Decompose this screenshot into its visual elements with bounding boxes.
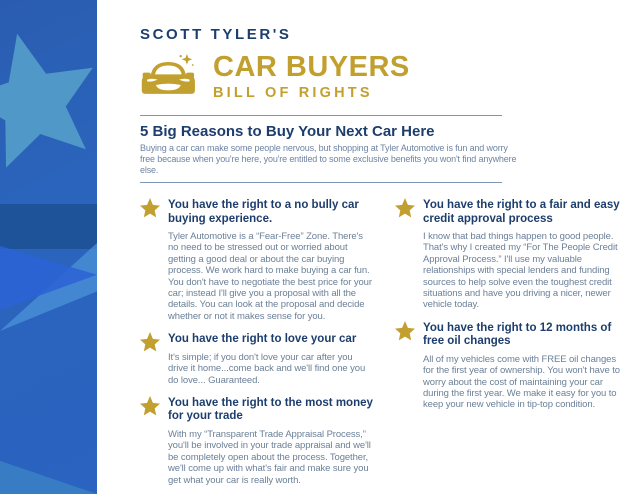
reason-text bbox=[168, 397, 373, 486]
logo bbox=[140, 52, 630, 102]
intro-section bbox=[140, 123, 630, 176]
logo-text bbox=[213, 53, 410, 101]
reason-heading: You have the right to the most money for your trade bbox=[168, 396, 373, 423]
reasons-column-right bbox=[395, 199, 628, 497]
star-icon bbox=[395, 321, 415, 341]
sidebar-dark-band bbox=[0, 204, 97, 249]
reason-heading: You have the right to a no bully car buying experience. bbox=[168, 199, 359, 225]
star-icon bbox=[140, 198, 160, 218]
reasons-column-left bbox=[140, 199, 373, 497]
reason-heading: You have the right to a fair and easy credit approval process bbox=[423, 199, 620, 225]
reason-item-2 bbox=[140, 333, 373, 386]
reason-body: All of my vehicles come with FREE oil changes for the first year of ownership. You won't have to worry about the cost of maintaining your car during the first year. We make it easy for you to keep your new vehicle in tip-top condition. bbox=[423, 353, 620, 411]
sidebar-corner-shape bbox=[0, 448, 97, 494]
intro-title: 5 Big Reasons to Buy Your Next Car Here bbox=[140, 123, 435, 140]
reason-item-1 bbox=[140, 199, 373, 322]
divider-top bbox=[140, 115, 502, 116]
logo-title: CAR BUYERS bbox=[213, 51, 410, 83]
reason-heading: You have the right to 12 months of free oil changes bbox=[423, 321, 612, 348]
reason-item-4 bbox=[395, 199, 628, 311]
reason-body: I know that bad things happen to good people. That's why I created my “For The People Credit Approval Process.” I'll use my valuable relationships with special lenders and funding sources to help solve even the toughest credit situations and have you driving a nicer, newer vehicle today. bbox=[423, 231, 618, 311]
reason-body: With my “Transparent Trade Appraisal Process,” you'll be involved in your trade appraisal and we'll be completely open about the process. Together, we'll come up with what's fair and make sure you get what your car is really worth. bbox=[168, 428, 371, 486]
decorative-sidebar bbox=[0, 0, 97, 494]
star-icon bbox=[395, 198, 415, 218]
reason-heading: You have the right to love your car bbox=[168, 333, 357, 346]
intro-body: Buying a car can make some people nervous, but shopping at Tyler Automotive is fun and worry free because when you're here, you're entitled to some exclusive benefits you won't find anywhere else. bbox=[140, 143, 517, 175]
star-icon bbox=[140, 396, 160, 416]
reason-text bbox=[168, 199, 373, 322]
reasons-columns bbox=[140, 199, 630, 497]
flyer-content bbox=[97, 0, 640, 494]
dealer-name: SCOTT TYLER'S bbox=[140, 26, 292, 43]
logo-subtitle: BILL OF RIGHTS bbox=[213, 85, 373, 101]
star-icon bbox=[140, 332, 160, 352]
reason-text bbox=[168, 333, 373, 386]
car-icon bbox=[140, 52, 202, 102]
sidebar-star-icon bbox=[0, 19, 97, 177]
reason-body: It's simple; if you don't love your car after you drive it home...come back and we'll find one you do love... Guaranteed. bbox=[168, 351, 366, 386]
reason-item-3 bbox=[140, 397, 373, 486]
divider-bottom bbox=[140, 182, 502, 183]
reason-item-5 bbox=[395, 322, 628, 411]
reason-body: Tyler Automotive is a “Fear-Free” Zone. There's no need to be stressed out or worried about getting a good deal or about the car buying process. We work hard to make buying a car fun. You don't have to negotiate the best price for your car; instead I'll give you a proposal with all the details. You can look at the proposal and decide whether or not it makes sense for you. bbox=[168, 231, 372, 322]
reason-text bbox=[423, 322, 628, 411]
reason-text bbox=[423, 199, 628, 311]
